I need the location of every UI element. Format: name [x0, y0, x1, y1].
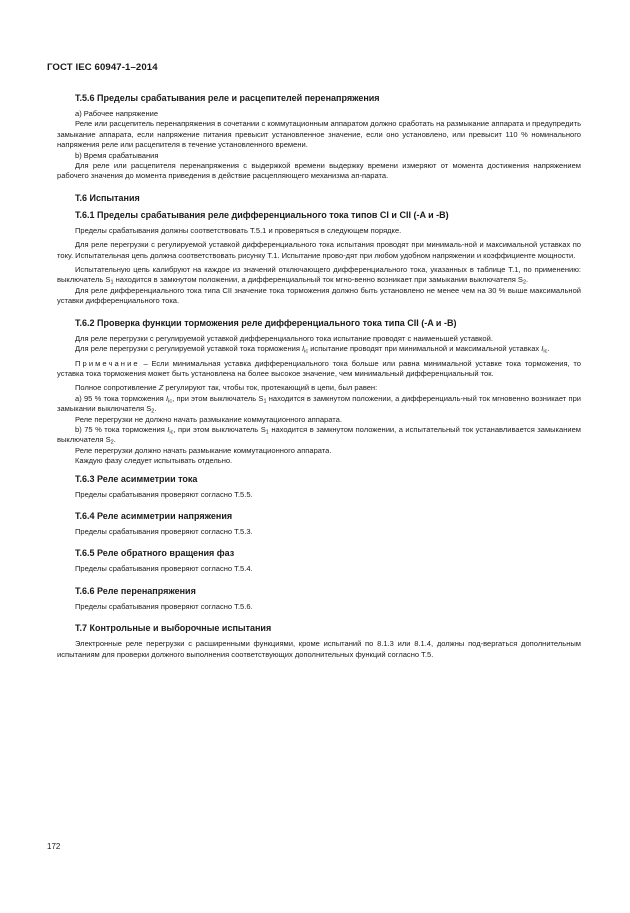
section-heading-t61: T.6.1 Пределы срабатывания реле дифференциального тока типов CI и CII (-A и -B) [75, 209, 449, 220]
paragraph: Пределы срабатывания проверяют согласно T.5.3. [75, 526, 253, 536]
paragraph: Реле перегрузки должно начать размыкание коммутационного аппарата. [75, 445, 332, 455]
note: Примечание – Если минимальная уставка дифференциального тока больше или равна минимальной уставке тока торможения, то уставка тока торможения может быть установлена на более высокое значение, чем минимальный дифференциальный ток. [57, 358, 581, 378]
paragraph: Полное сопротивление Z регулируют так, чтобы ток, протекающий в цепи, был равен: [75, 383, 378, 393]
paragraph: Пределы срабатывания проверяют согласно T.5.5. [75, 489, 253, 499]
section-heading-t6: T.6 Испытания [75, 192, 140, 203]
page-number: 172 [47, 842, 61, 851]
paragraph: Для реле дифференциального тока типа CII значение тока торможения должно быть установлено не менее чем на 30 % выше максимальной уставки дифференциального тока. [57, 285, 581, 306]
section-heading-t64: T.6.4 Реле асимметрии напряжения [75, 510, 233, 521]
paragraph: Пределы срабатывания проверяют согласно T.5.6. [75, 601, 253, 611]
document-header: ГОСТ IEC 60947-1–2014 [47, 62, 158, 73]
section-heading-t62: T.6.2 Проверка функции торможения реле дифференциального тока типа CII (-A и -B) [75, 317, 457, 328]
page-content [57, 92, 581, 660]
list-item-b: b) 75 % тока торможения $I_{ic}$, при этом выключатель $S_1$ находится в замкнутом положении, а испытательный ток устанавливается замыканием выключателя $S_2$. [57, 424, 581, 446]
paragraph: Реле или расцепитель перенапряжения в сочетании с коммутационным аппаратом должно сработать на размыкание аппарата и предупредить замыкание аппарата, если напряжение питания превысит установленное значение, если оно установлено, или превысит 110 % номинального напряжения реле или расцепителя в течение установленного времени. [57, 119, 581, 150]
section-heading-t7: T.7 Контрольные и выборочные испытания [75, 623, 272, 634]
paragraph: Для реле или расцепителя перенапряжения с выдержкой времени выдержку времени измеряют от момента достижения напряжением рабочего значения до момента приведения в действие расцепляющего механизма ап-парата. [57, 161, 581, 181]
paragraph: Пределы срабатывания проверяют согласно T.5.4. [75, 564, 253, 574]
paragraph: Для реле перегрузки с регулируемой уставкой тока торможения $I_{ic}$ испытание проводят при минимальной и максимальной уставках $I_{ic}$. [75, 344, 550, 355]
paragraph: Для реле перегрузки с регулируемой уставкой дифференциального тока испытания проводят при минималь-ной и максимальной уставках по току. Испытательная цепь должна соответствовать рисунку T.1. Испытание прово-дят при любом удобном напряжении и коэффициенте мощности. [57, 240, 581, 260]
paragraph: Для реле перегрузки с регулируемой уставкой дифференциального тока испытание проводят с наименьшей уставкой. [75, 333, 493, 343]
note-label: Примечание [75, 358, 140, 368]
paragraph: Электронные реле перегрузки с расширенными функциями, кроме испытаний по 8.1.3 или 8.1.4, должны под-вергаться дополнительным испытаниям для проверки должного выполнения соответствующих дополнительных функций согласно T.5. [57, 639, 581, 659]
section-heading-t66: T.6.6 Реле перенапряжения [75, 585, 196, 596]
item-label-b: b) Время срабатывания [75, 150, 159, 160]
paragraph: Реле перегрузки не должно начать размыкание коммутационного аппарата. [75, 414, 342, 424]
paragraph: Пределы срабатывания должны соответствовать T.5.1 и проверяться в следующем порядке. [75, 225, 402, 235]
section-heading-t65: T.6.5 Реле обратного вращения фаз [75, 548, 235, 559]
paragraph: Каждую фазу следует испытывать отдельно. [75, 456, 233, 466]
item-label-a: a) Рабочее напряжение [75, 109, 159, 118]
list-item-a: a) 95 % тока торможения $I_{ic}$, при этом выключатель $S_1$ находится в замкнутом положении, а дифференциаль-ный ток мгновенно возникает при замыкании выключателя $S_2$. [57, 393, 581, 415]
paragraph: Испытательную цепь калибруют на каждое из значений отключающего дифференциального тока, указанных в таблице T.1, по применению: выключатель $S_1$ находится в замкнутом положении, а дифференциальный ток мгно-венно возникает при замыкании выключателя $S_2$. [57, 265, 581, 286]
section-heading-t56: T.5.6 Пределы срабатывания реле и расцепителей перенапряжения [75, 93, 380, 103]
section-heading-t63: T.6.3 Реле асимметрии тока [75, 473, 198, 484]
